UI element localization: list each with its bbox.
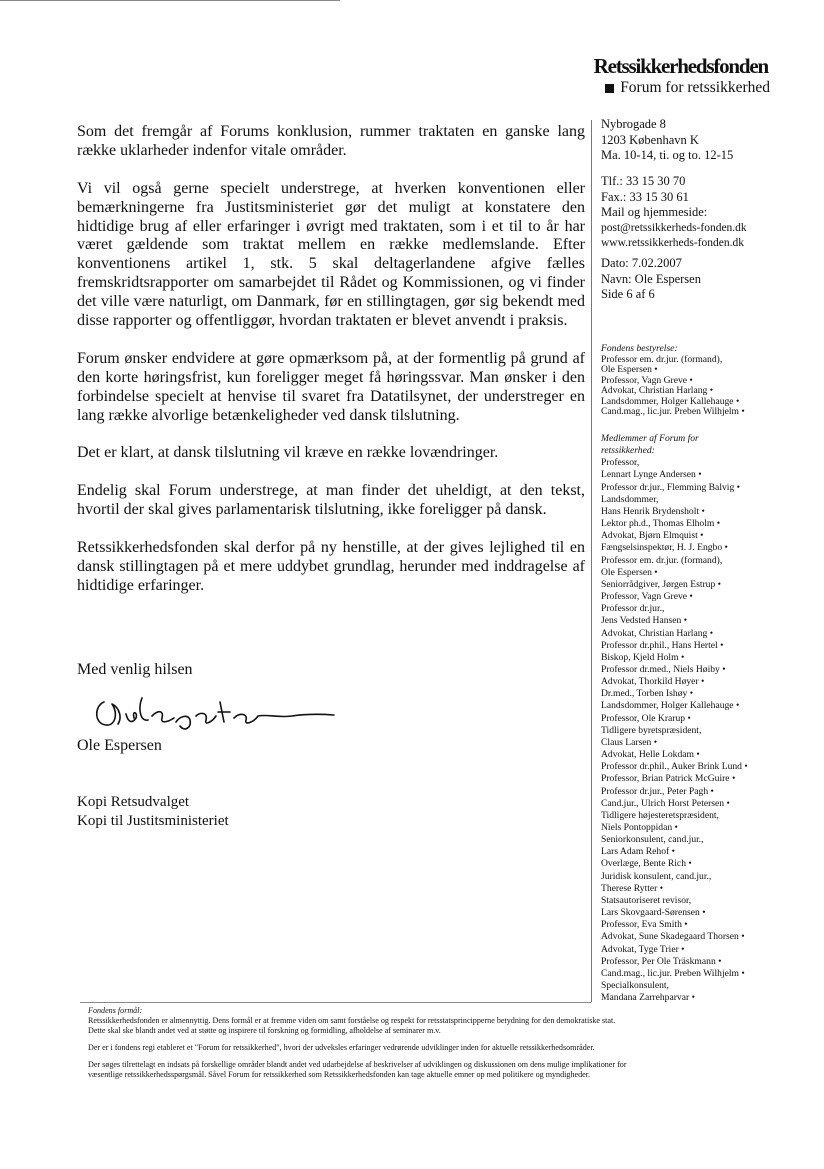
list-item: Ole Espersen • — [601, 365, 745, 376]
tagline-text: Forum for retssikkerhed — [620, 79, 770, 96]
list-item: Lars Skovgaard-Sørensen • — [601, 907, 748, 919]
list-item: Lennart Lynge Andersen • — [601, 469, 748, 481]
board-list — [601, 344, 745, 418]
list-item: Professor dr.jur., Peter Pagh • — [601, 786, 748, 798]
list-item: Claus Larsen • — [601, 737, 748, 749]
list-item: Landsdommer, Holger Kallehauge • — [601, 700, 748, 712]
list-item: Cand.jur., Ulrich Horst Petersen • — [601, 798, 748, 810]
list-item: Seniorkonsulent, cand.jur., — [601, 834, 704, 846]
handwritten-signature — [92, 692, 337, 734]
opening-hours: Ma. 10-14, ti. og to. 12-15 — [601, 148, 734, 162]
phone: Tlf.: 33 15 30 70 — [601, 174, 686, 188]
footer-line: Der er i fondens regi etableret et "Forum for retssikkerhed", hvori der udveksles erfaringer vedrørende udviklinger inden for aktuelle retssikkerhedsområder. — [88, 1043, 595, 1052]
org-tagline — [605, 79, 770, 97]
footer-line: Dette skal ske blandt andet ved at støtte og inspirere til forskning og formidling, afholdelse af seminarer m.v. — [88, 1026, 441, 1035]
list-item: Statsautoriseret revisor, — [601, 894, 692, 906]
list-item: Professor, Per Ole Träskmann • — [601, 956, 748, 968]
list-item: Ole Espersen • — [601, 567, 748, 579]
list-item: Advokat, Bjørn Elmquist • — [601, 530, 748, 542]
body-paragraph: Som det fremgår af Forums konklusion, rummer traktaten en ganske lang række uklarheder indenfor vitale områder. — [77, 123, 585, 159]
list-item: Professor dr.phil., Auker Brink Lund • — [601, 761, 748, 773]
copy-line: Kopi Retsudvalget — [77, 794, 190, 810]
forum-member-list — [601, 433, 748, 1004]
list-item: Advokat, Helle Lokdam • — [601, 749, 748, 761]
letter-date: Dato: 7.02.2007 — [601, 256, 682, 270]
body-paragraph: Forum ønsker endvidere at gøre opmærksom på, at der formentlig på grund af den korte høringsfrist, kun foreligger meget få høringssvar. Man ønsker i den forbindelse specielt at henvise til svaret fra Datatilsynet, der understreger en lang række alvorlige betænkeligheder ved dansk tilslutning. — [77, 349, 585, 424]
footer-line: Retssikkerhedsfonden er almennyttig. Dens formål er at fremme viden om samt forståelse og respekt for retsstatsprincipperne betydning for den demokratiske stat. — [88, 1016, 616, 1025]
list-item: Mandana Zarrehparvar • — [601, 992, 748, 1004]
list-item: Juridisk konsulent, cand.jur., — [601, 870, 712, 882]
list-item: Advokat, Sune Skadegaard Thorsen • — [601, 931, 748, 943]
list-item: Professor em. dr.jur. (formand), — [601, 554, 723, 566]
list-item: Therese Rytter • — [601, 883, 748, 895]
signer-name: Ole Espersen — [77, 737, 162, 754]
footer-purpose — [88, 1006, 768, 1087]
address-city: 1203 København K — [601, 132, 699, 147]
top-rule — [0, 0, 340, 1]
address-street: Nybrogade 8 — [601, 117, 666, 131]
list-item: Professor dr.jur., Flemming Balvig • — [601, 482, 748, 494]
list-item: Tidligere højesteretspræsident, — [601, 809, 719, 821]
body-paragraph: Vi vil også gerne specielt understrege, at hverken konventionen eller bemærkningerne fra Justitsministeriet gør det muligt at konstatere den hidtidige brug af eller erfaringer i øvrigt med traktaten, som i et til to år har været gældende som traktat mellem en række medlemslande. Efter konventionens artikel 1, stk. 5 skal deltagerlandene afgive fælles fremskridtsrapporter om samarbejdet til Rådet og Kommissionen, og vi finder det ville være naturligt, om Danmark, før en stillingtagen, gør sig bekendt med disse rapporter og offentliggør, hvordan traktaten er blevet anvendt i praksis. — [77, 179, 585, 330]
email-link[interactable]: post@retssikkerheds-fonden.dk — [601, 221, 747, 234]
list-item: Professor, Vagn Greve • — [601, 376, 745, 387]
footer-line: Der søges tilrettelagt en indsats på forskellige områder blandt andet ved udarbejdelse af beskrivelser af udviklingen og diskussionen om dens mulige implikationer for — [88, 1060, 627, 1069]
sidebar-divider — [591, 120, 592, 1002]
list-item: Professor dr.jur., — [601, 603, 665, 615]
address-block — [601, 117, 733, 164]
list-item: Professor dr.phil., Hans Hertel • — [601, 640, 748, 652]
list-item: Professor, Eva Smith • — [601, 919, 748, 931]
list-item: Tidligere byretspræsident, — [601, 724, 702, 736]
list-item: Overlæge, Bente Rich • — [601, 858, 748, 870]
fax: Fax.: 33 15 30 61 — [601, 189, 689, 204]
footer-rule — [80, 1002, 591, 1003]
forum-heading-line2: retssikkerhed: — [601, 445, 655, 457]
list-item: Advokat, Tyge Trier • — [601, 944, 748, 956]
list-item: Biskop, Kjeld Holm • — [601, 652, 748, 664]
list-item: Cand.mag., lic.jur. Preben Wilhjelm • — [601, 407, 745, 418]
list-item: Advokat, Thorkild Høyer • — [601, 676, 748, 688]
letter-meta — [601, 256, 701, 303]
list-item: Advokat, Christian Harlang • — [601, 628, 748, 640]
list-item: Professor dr.med., Niels Høiby • — [601, 664, 748, 676]
list-item: Lars Adam Rehof • — [601, 846, 748, 858]
list-item: Specialkonsulent, — [601, 980, 669, 992]
contact-block — [601, 174, 747, 252]
body-paragraph: Det er klart, at dansk tilslutning vil kræve en række lovændringer. — [77, 444, 499, 462]
list-item: Professor em. dr.jur. (formand), — [601, 353, 723, 365]
list-item: Jens Vedsted Hansen • — [601, 615, 748, 627]
letter-author: Navn: Ole Espersen — [601, 271, 701, 286]
list-item: Fængselsinspektør, H. J. Engbo • — [601, 542, 748, 554]
square-bullet-icon — [605, 84, 614, 93]
closing-greeting: Med venlig hilsen — [77, 661, 193, 678]
list-item: Lektor ph.d., Thomas Elholm • — [601, 518, 748, 530]
list-item: Professor, Vagn Greve • — [601, 591, 748, 603]
copy-line: Kopi til Justitsministeriet — [77, 812, 229, 829]
list-item: Advokat, Christian Harlang • — [601, 386, 745, 397]
website-link[interactable]: www.retssikkerheds-fonden.dk — [601, 237, 744, 249]
board-heading: Fondens bestyrelse: — [601, 343, 678, 354]
list-item: Professor, Ole Krarup • — [601, 713, 748, 725]
body-paragraph: Retssikkerhedsfonden skal derfor på ny henstille, at der gives lejlighed til en dansk stillingtagen på et mere uddybet grundlag, herunder med inddragelse af hidtidige erfaringer. — [77, 538, 585, 594]
mail-label: Mail og hjemmeside: — [601, 205, 708, 219]
list-item: Seniorrådgiver, Jørgen Estrup • — [601, 579, 748, 591]
org-name: Retssikkerhedsfonden — [593, 54, 768, 78]
list-item: Professor, Brian Patrick McGuire • — [601, 773, 748, 785]
copy-recipients — [77, 793, 229, 830]
footer-heading: Fondens formål: — [88, 1006, 143, 1015]
letter-body — [77, 123, 585, 614]
list-item: Professor, — [601, 457, 640, 469]
list-item: Landsdommer, Holger Kallehauge • — [601, 397, 745, 408]
page-number: Side 6 af 6 — [601, 287, 655, 301]
list-item: Dr.med., Torben Ishøy • — [601, 688, 748, 700]
list-item: Niels Pontoppidan • — [601, 822, 748, 834]
forum-heading-line1: Medlemmer af Forum for — [601, 433, 699, 444]
list-item: Cand.mag., lic.jur. Preben Wilhjelm • — [601, 968, 748, 980]
list-item: Hans Henrik Brydensholt • — [601, 506, 748, 518]
footer-line: væsentlige retssikkerhedsspørgsmål. Såvel Forum for retssikkerhed som Retssikkerhedsfonden kan tage aktuelle emner op med politikere og myndigheder. — [88, 1070, 591, 1079]
body-paragraph: Endelig skal Forum understrege, at man finder det uheldigt, at den tekst, hvortil der skal gives parlamentarisk tilslutning, ikke foreligger på dansk. — [77, 482, 585, 519]
list-item: Landsdommer, — [601, 493, 659, 505]
